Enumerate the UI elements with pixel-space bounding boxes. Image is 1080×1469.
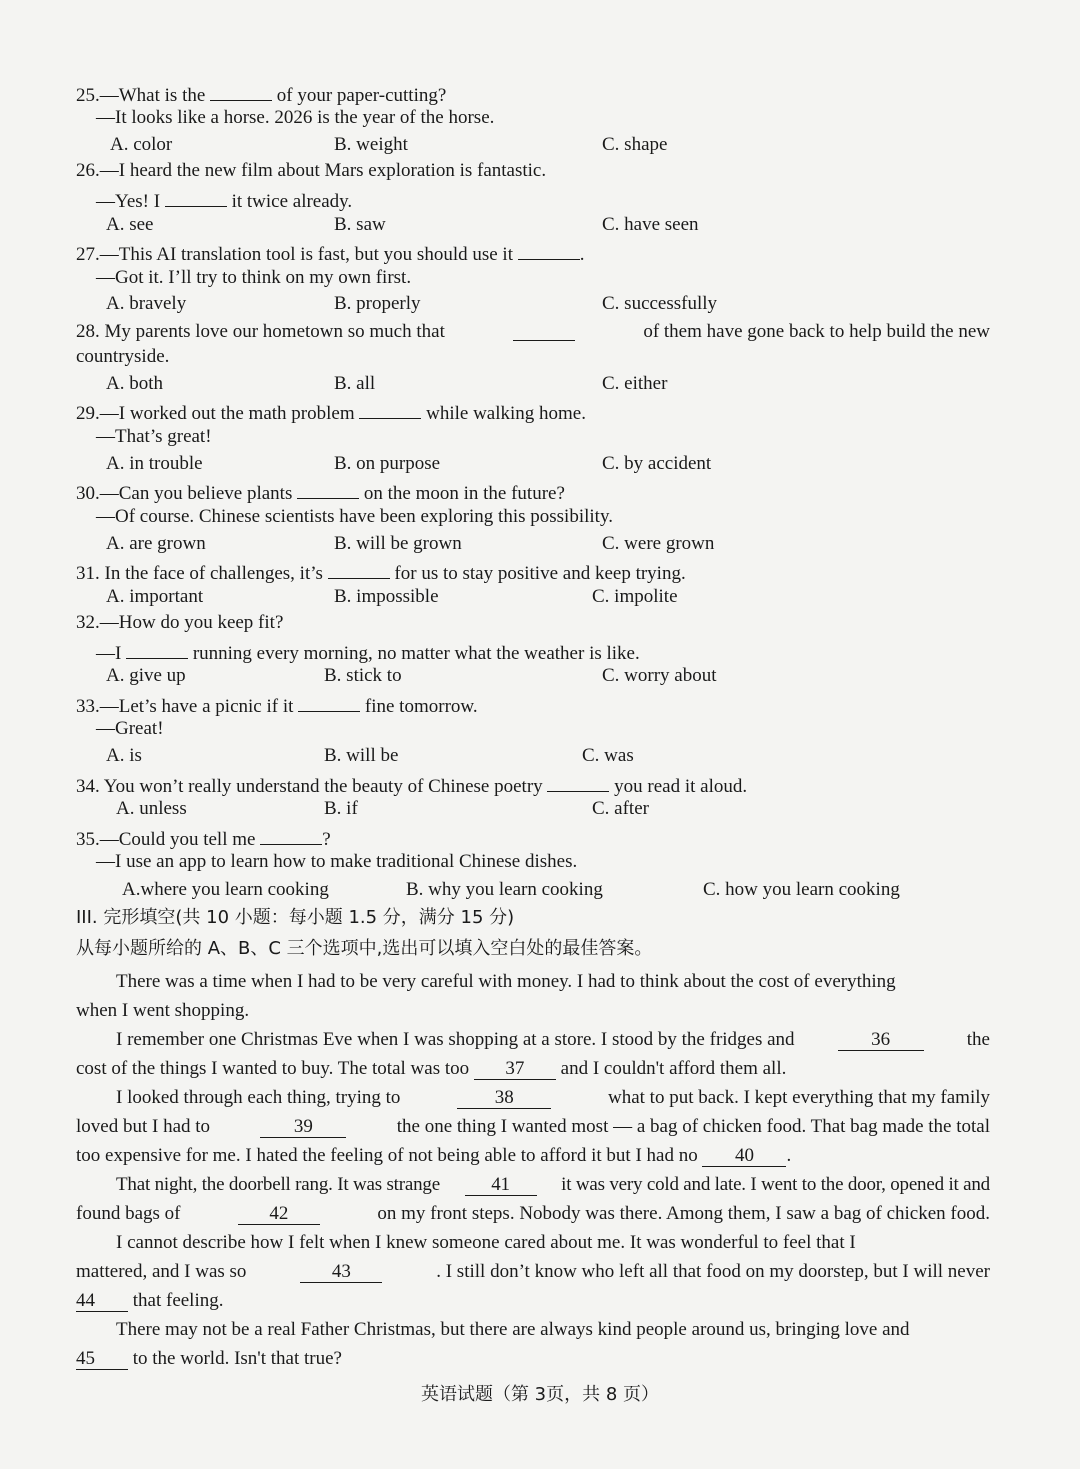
passage-p1-line1: There was a time when I had to be very careful with money. I had to think about the cost of everything: [116, 971, 896, 992]
q30-reply: —Of course. Chinese scientists have been exploring this possibility.: [96, 506, 613, 527]
q30-option-a: A. are grown: [106, 533, 206, 554]
q30-stem: 30.—Can you believe plants on the moon in the future?: [76, 480, 565, 503]
answer-blank: [210, 82, 272, 101]
q32-reply: —I running every morning, no matter what the weather is like.: [96, 640, 640, 663]
q26-stem: 26.—I heard the new film about Mars exploration is fantastic.: [76, 160, 547, 181]
q33-stem: 33.—Let’s have a picnic if it fine tomorrow.: [76, 693, 478, 716]
q27-stem: 27.—This AI translation tool is fast, but you should use it .: [76, 241, 584, 264]
q31-stem: 31. In the face of challenges, it’s for us to stay positive and keep trying.: [76, 560, 686, 583]
answer-blank: [518, 241, 580, 260]
q32-option-a: A. give up: [106, 665, 186, 686]
q34-option-b: B. if: [324, 798, 358, 819]
section-heading: III. 完形填空(共 10 小题：每小题 1.5 分，满分 15 分): [76, 907, 515, 928]
q35-stem: 35.—Could you tell me ?: [76, 826, 331, 849]
blank-44: 44: [76, 1291, 128, 1312]
q27-reply: —Got it. I’ll try to think on my own first.: [96, 267, 412, 288]
blank-40: 40: [702, 1146, 786, 1167]
q29-option-a: A. in trouble: [106, 453, 203, 474]
blank-39: 39: [260, 1117, 346, 1138]
q35-option-b: B. why you learn cooking: [406, 879, 603, 900]
q34-option-c: C. after: [592, 798, 649, 819]
q25-stem: 25.—What is the of your paper-cutting?: [76, 82, 446, 105]
q33-reply: —Great!: [96, 718, 164, 739]
q25-option-a: A. color: [110, 134, 173, 155]
page-footer: 英语试题（第 3页，共 8 页）: [420, 1384, 660, 1405]
q26-option-c: C. have seen: [602, 214, 699, 235]
answer-blank: [126, 640, 188, 659]
answer-blank: [298, 693, 360, 712]
answer-blank: [547, 773, 609, 792]
q28-stem: 28. My parents love our hometown so much that of them have gone back to help build the new: [76, 321, 990, 342]
q33-option-c: C. was: [582, 745, 634, 766]
blank-41: 41: [465, 1175, 537, 1196]
answer-blank: [260, 826, 322, 845]
blank-36: 36: [838, 1030, 924, 1051]
q34-stem: 34. You won’t really understand the beauty of Chinese poetry you read it aloud.: [76, 773, 747, 796]
q29-option-b: B. on purpose: [334, 453, 441, 474]
q28-stem-cont: countryside.: [76, 346, 170, 367]
blank-37: 37: [474, 1059, 556, 1080]
q26-reply: —Yes! I it twice already.: [96, 188, 352, 211]
passage-p2-line2: cost of the things I wanted to buy. The total was too 37 and I couldn't afford them all.: [76, 1058, 787, 1079]
q25-reply: —It looks like a horse. 2026 is the year of the horse.: [96, 107, 495, 128]
q27-option-c: C. successfully: [602, 293, 718, 314]
q26-option-b: B. saw: [334, 214, 386, 235]
q35-option-a: A.where you learn cooking: [122, 879, 329, 900]
q31-option-c: C. impolite: [592, 586, 678, 607]
q35-option-c: C. how you learn cooking: [703, 879, 900, 900]
passage-p6-line2: 45 to the world. Isn't that true?: [76, 1348, 342, 1369]
blank-45: 45: [76, 1349, 128, 1370]
q31-option-a: A. important: [106, 586, 204, 607]
answer-blank: [513, 322, 575, 341]
q28-option-b: B. all: [334, 373, 376, 394]
q28-option-a: A. both: [106, 373, 163, 394]
q27-option-a: A. bravely: [106, 293, 187, 314]
passage-p4-line1: That night, the doorbell rang. It was strange 41 it was very cold and late. I went to the door, opened it and: [116, 1174, 990, 1195]
passage-p3-line2: loved but I had to 39 the one thing I wanted most — a bag of chicken food. That bag made the total: [76, 1116, 990, 1137]
blank-42: 42: [238, 1204, 320, 1225]
passage-p6-line1: There may not be a real Father Christmas, but there are always kind people around us, bringing love and: [116, 1319, 910, 1340]
blank-43: 43: [300, 1262, 382, 1283]
answer-blank: [328, 560, 390, 579]
q34-option-a: A. unless: [116, 798, 187, 819]
q28-option-c: C. either: [602, 373, 668, 394]
q27-option-b: B. properly: [334, 293, 421, 314]
q33-option-a: A. is: [106, 745, 142, 766]
section-instruction: 从每小题所给的 A、B、C 三个选项中,选出可以填入空白处的最佳答案。: [76, 938, 653, 959]
q33-option-b: B. will be: [324, 745, 399, 766]
q29-reply: —That’s great!: [96, 426, 212, 447]
passage-p2-line1: I remember one Christmas Eve when I was shopping at a store. I stood by the fridges and 36 the: [116, 1029, 990, 1050]
passage-p4-line2: found bags of 42 on my front steps. Nobody was there. Among them, I saw a bag of chicken food.: [76, 1203, 990, 1224]
passage-p1-line2: when I went shopping.: [76, 1000, 250, 1021]
passage-p3-line3: too expensive for me. I hated the feeling of not being able to afford it but I had no 40 .: [76, 1145, 792, 1166]
q25-option-c: C. shape: [602, 134, 668, 155]
q30-option-c: C. were grown: [602, 533, 715, 554]
q32-stem: 32.—How do you keep fit?: [76, 612, 284, 633]
answer-blank: [165, 188, 227, 207]
passage-p5-line2: mattered, and I was so 43 . I still don’t know who left all that food on my doorstep, but I will never: [76, 1261, 990, 1282]
answer-blank: [359, 400, 421, 419]
q31-option-b: B. impossible: [334, 586, 439, 607]
blank-38: 38: [457, 1088, 551, 1109]
answer-blank: [297, 480, 359, 499]
q32-option-c: C. worry about: [602, 665, 717, 686]
passage-p5-line1: I cannot describe how I felt when I knew someone cared about me. It was wonderful to feel that I: [116, 1232, 856, 1253]
q35-reply: —I use an app to learn how to make traditional Chinese dishes.: [96, 851, 578, 872]
q29-option-c: C. by accident: [602, 453, 712, 474]
passage-p3-line1: I looked through each thing, trying to 38 what to put back. I kept everything that my family: [116, 1087, 990, 1108]
q32-option-b: B. stick to: [324, 665, 402, 686]
q30-option-b: B. will be grown: [334, 533, 462, 554]
q29-stem: 29.—I worked out the math problem while walking home.: [76, 400, 586, 423]
q25-option-b: B. weight: [334, 134, 408, 155]
passage-p5-line3: 44 that feeling.: [76, 1290, 224, 1311]
q26-option-a: A. see: [106, 214, 154, 235]
